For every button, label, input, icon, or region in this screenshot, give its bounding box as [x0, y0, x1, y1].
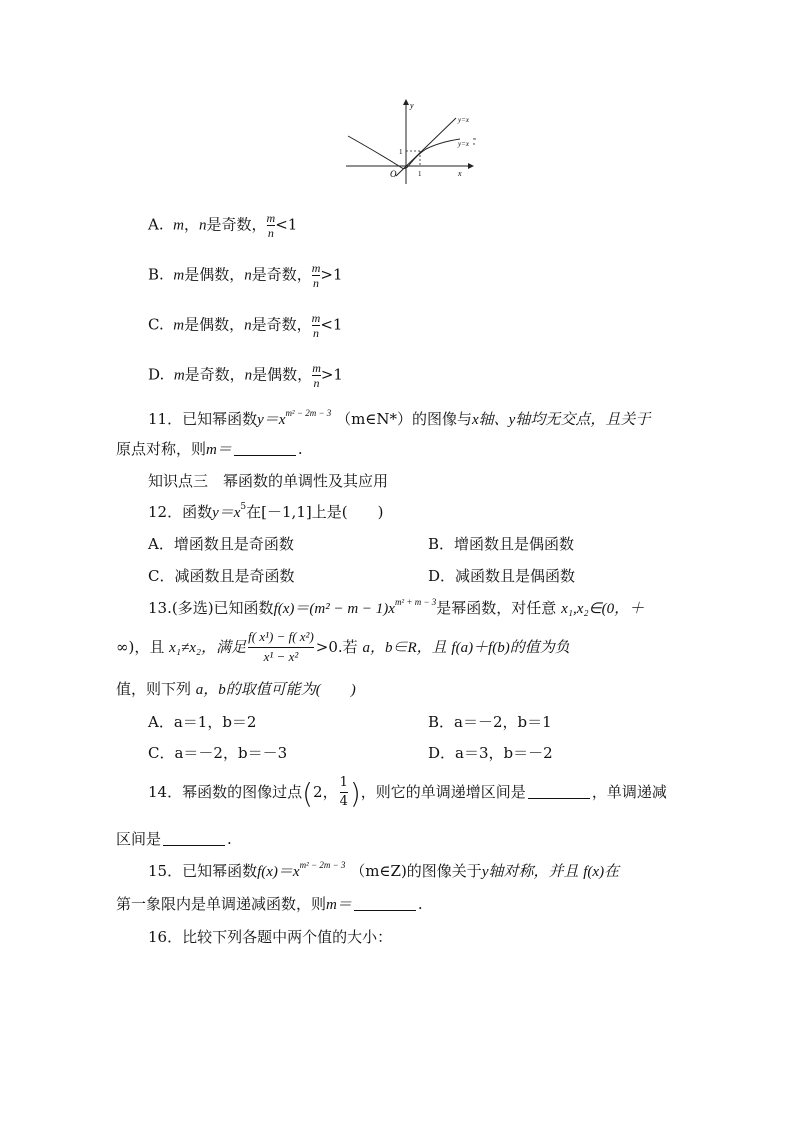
answer-blank[interactable]	[163, 844, 225, 846]
line-label: y=x	[458, 116, 469, 124]
tick-one-y: 1	[399, 148, 403, 156]
origin-label: O	[390, 169, 397, 179]
answer-blank[interactable]	[528, 797, 590, 799]
q13-line3: 值，则下列 a，b的取值可能为( )	[116, 680, 356, 698]
fraction-m-n: $\frac{m}{n}$	[311, 311, 321, 340]
q13-option-d: D．a＝3，b＝－2	[428, 744, 553, 762]
q14-line2: 区间是 .	[116, 830, 232, 848]
q12-option-a: A．增函数且是奇函数	[148, 535, 294, 553]
q15-line2: 第一象限内是单调递减函数，则m＝ .	[116, 895, 423, 913]
q12-option-c: C．减函数且是奇函数	[148, 567, 295, 585]
q12-option-d: D．减函数且是偶函数	[428, 567, 576, 585]
curve-exp-num: m	[473, 136, 476, 141]
fraction-m-n: $\frac{m}{n}$	[266, 211, 276, 240]
q10-option-b: B. m是偶数，n是奇数， $\frac{m}{n}$ >1	[148, 261, 343, 290]
q13-line2: ∞)，且 x₁≠x₂，满足 $\frac{\text{f( x¹) − f( x²)}}{\text{x¹ − x²}}$ >0.若 a，b∈R，且 f(a)＋f(b)的值为负	[116, 629, 570, 665]
fraction-one-quarter: $\frac{1}{4}$	[339, 775, 348, 810]
q13-option-b: B．a＝－2，b＝1	[428, 713, 552, 731]
q13-line1: 13.(多选)已知函数$f(x)=(m^2 - m - 1)x^{m^2 + m - 3}$是幂函数，对任意 x₁,x₂∈(0，＋	[148, 597, 645, 617]
q13-option-c: C．a＝－2，b＝－3	[148, 744, 288, 762]
q11-line2: 原点对称，则m＝ .	[116, 440, 303, 458]
section-title: 知识点三 幂函数的单调性及其应用	[148, 472, 389, 490]
q11-line1: 11．已知幂函数$y=x^{m^2 - 2m - 3}$ （m∈N*）的图像与x轴、y轴均无交点，且关于	[148, 408, 651, 428]
q14-line1: 14．幂函数的图像过点(2， $\frac{1}{4}$ )，则它的单调递增区间是 ，单调递减	[148, 775, 667, 810]
tick-one-x: 1	[418, 170, 422, 178]
line-y-eq-x	[396, 118, 456, 176]
curve-exp-den: n	[473, 141, 475, 146]
answer-blank[interactable]	[234, 454, 296, 456]
y-axis-label: y	[410, 101, 414, 110]
x-axis-label: x	[458, 169, 462, 178]
y-axis-arrow	[403, 99, 409, 105]
q12-stem: 12．函数$y=x^5$在[－1,1]上是( )	[148, 502, 384, 521]
answer-blank[interactable]	[354, 909, 416, 911]
difference-quotient: $\frac{\text{f( x¹) − f( x²)}}{\text{x¹ − x²}}$	[248, 629, 314, 665]
q12-option-b: B．增函数且是偶函数	[428, 535, 575, 553]
power-function-graph	[340, 96, 480, 186]
q15-line1: 15．已知幂函数$f(x)=x^{m^2 - 2m - 3}$ （m∈Z)的图像关于y轴对称，并且 f(x)在	[148, 860, 620, 880]
x-axis-arrow	[468, 163, 474, 169]
curve-power	[348, 136, 460, 169]
fraction-m-n: $\frac{m}{n}$	[311, 261, 321, 290]
q16-stem: 16．比较下列各题中两个值的大小：	[148, 928, 393, 946]
curve-label: y=x	[458, 140, 469, 148]
q10-option-a: A. m，n是奇数， $\frac{m}{n}$ <1	[148, 211, 298, 240]
q13-option-a: A．a＝1，b＝2	[148, 713, 257, 731]
q10-option-c: C. m是偶数，n是奇数， $\frac{m}{n}$ <1	[148, 311, 343, 340]
fraction-m-n: $\frac{m}{n}$	[312, 361, 321, 390]
q10-option-d: D. m是奇数，n是偶数， $\frac{m}{n}$ >1	[148, 361, 343, 390]
